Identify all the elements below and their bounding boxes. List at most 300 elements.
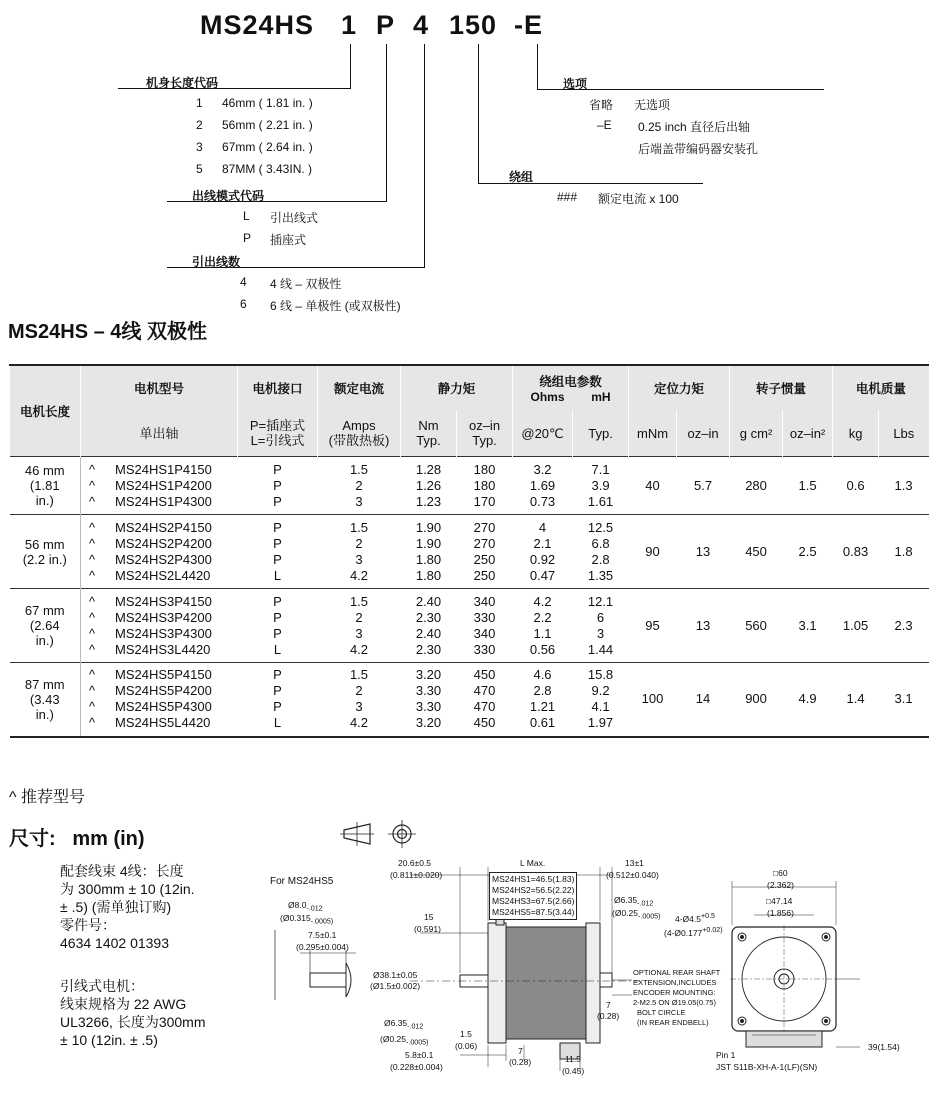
value-amps: 1.5 bbox=[349, 461, 369, 477]
value-ozin: 340 bbox=[473, 625, 496, 641]
value-ozin: 470 bbox=[473, 683, 496, 699]
dim-7b: 7 bbox=[518, 1046, 523, 1056]
col-mass: 电机质量 bbox=[833, 365, 929, 410]
legend-desc: 56mm ( 2.21 in. ) bbox=[222, 118, 313, 132]
note-line: ± .5) (需单独订购) bbox=[60, 899, 172, 915]
model-line bbox=[89, 610, 238, 626]
opt-line: 2-M2.5 ON Ø19.05(0.75) bbox=[633, 998, 716, 1007]
value-amps: 1.5 bbox=[349, 593, 369, 609]
value-mh: 7.1 bbox=[591, 461, 610, 477]
cell-ozin bbox=[457, 515, 513, 589]
legend-desc: 67mm ( 2.64 in. ) bbox=[222, 140, 313, 154]
opt-line: (IN REAR ENDBELL) bbox=[637, 1018, 709, 1027]
dim-sq60: □60 bbox=[773, 868, 788, 878]
dim-value: Ø6.35 bbox=[614, 895, 638, 905]
cell-kg: 0.6 bbox=[846, 477, 865, 493]
lmax-row: MS24HS1=46.5(1.83) bbox=[492, 874, 575, 884]
cell-model bbox=[81, 589, 238, 663]
dim-tol: -.0005) bbox=[638, 912, 661, 921]
sub-current-line: (带散热板) bbox=[328, 433, 390, 448]
cell-ozin bbox=[457, 457, 513, 515]
dim-39: 39(1.54) bbox=[868, 1042, 900, 1052]
dim-11-5: 11.5 bbox=[565, 1054, 581, 1064]
dim-sq60-in: (2.362) bbox=[767, 880, 794, 890]
value-nm: 1.90 bbox=[415, 519, 442, 535]
length-line: (3.43 bbox=[29, 691, 60, 707]
cell-nm bbox=[401, 515, 457, 589]
table-title: MS24HS – 4线 双极性 bbox=[8, 321, 207, 343]
legend-code: L bbox=[243, 209, 250, 223]
sub-current bbox=[318, 410, 401, 457]
dim-5-8-in: (0.228±0.004) bbox=[390, 1062, 443, 1072]
sub-interface-line: L=引线式 bbox=[250, 433, 305, 448]
value-ozin: 450 bbox=[473, 715, 496, 731]
value-mh: 12.1 bbox=[587, 593, 614, 609]
value-amps: 4.2 bbox=[349, 567, 369, 583]
cell-inertia-g: 560 bbox=[745, 617, 767, 633]
cell-amps bbox=[318, 457, 401, 515]
model-number: MS24HS5P4300 bbox=[115, 699, 212, 715]
cell-iface bbox=[238, 589, 318, 663]
value-nm: 2.30 bbox=[415, 641, 442, 657]
col-winding-title: 绕组电参数 bbox=[539, 375, 602, 389]
dim-rear-shaft-in bbox=[612, 908, 660, 921]
table-row bbox=[10, 515, 929, 589]
value-nm: 3.30 bbox=[415, 699, 442, 715]
length-line: 46 mm bbox=[24, 463, 65, 478]
cell-inertia-g: 900 bbox=[745, 691, 767, 707]
cell-ohm bbox=[513, 663, 573, 737]
note-line: 线束规格为 22 AWG bbox=[60, 996, 187, 1012]
value-amps: 3 bbox=[355, 551, 363, 567]
value-ozin: 270 bbox=[473, 535, 496, 551]
sub-mass-lbs: Lbs bbox=[879, 410, 929, 457]
dim-tol: -.0005) bbox=[406, 1038, 429, 1047]
cell-lbs: 1.8 bbox=[894, 543, 913, 559]
value-mh: 1.35 bbox=[587, 567, 614, 583]
length-line: (2.64 bbox=[29, 618, 60, 633]
value-ohm: 0.73 bbox=[529, 493, 556, 509]
dim-sq47: □47.14 bbox=[766, 896, 793, 906]
note-line: 配套线束 4线：长度 bbox=[60, 863, 184, 879]
legend-code: –E bbox=[597, 118, 612, 132]
value-iface: L bbox=[273, 641, 282, 657]
value-iface: P bbox=[273, 699, 282, 715]
value-ohm: 2.8 bbox=[533, 683, 552, 699]
dim-value: (Ø0.25 bbox=[380, 1034, 406, 1044]
value-ohm: 1.21 bbox=[529, 699, 556, 715]
model-number: MS24HS5L4420 bbox=[115, 715, 211, 731]
cell-detent-mnm: 40 bbox=[645, 477, 660, 493]
leader-winding-v bbox=[478, 44, 479, 184]
model-line bbox=[89, 520, 238, 536]
lmax-row: MS24HS5=87.5(3.44) bbox=[492, 907, 575, 917]
dim-sq47-in: (1.856) bbox=[767, 908, 794, 918]
cell-length bbox=[10, 663, 81, 737]
value-ozin: 180 bbox=[473, 461, 496, 477]
value-amps: 2 bbox=[355, 609, 363, 625]
value-ohm: 2.2 bbox=[533, 609, 552, 625]
value-iface: P bbox=[273, 683, 282, 699]
cell-length bbox=[10, 515, 81, 589]
recommended-mark: ^ bbox=[89, 593, 96, 609]
opt-line: EXTENSION,INCLUDES bbox=[633, 978, 717, 987]
sub-detent-mnm: mNm bbox=[629, 410, 677, 457]
legend-code: 4 bbox=[240, 275, 247, 289]
dim-1-5-in: (0.06) bbox=[455, 1041, 478, 1051]
sub-mh: Typ. bbox=[573, 410, 629, 457]
sub-inertia-oz: oz–in² bbox=[783, 410, 833, 457]
dim-7a: 7 bbox=[606, 1000, 611, 1010]
dim-pilot: Ø38.1±0.05 bbox=[373, 970, 418, 980]
sub-interface-line: P=插座式 bbox=[249, 418, 306, 433]
cell-model bbox=[81, 515, 238, 589]
value-ohm: 4.2 bbox=[533, 593, 552, 609]
length-line: in.) bbox=[35, 706, 54, 722]
value-mh: 1.44 bbox=[587, 641, 614, 657]
cell-amps bbox=[318, 663, 401, 737]
dim-tol: -.012 bbox=[407, 1022, 424, 1031]
value-mh: 12.5 bbox=[587, 519, 614, 535]
model-line bbox=[89, 667, 238, 683]
table-row bbox=[10, 457, 929, 515]
dim-value: (Ø0.25 bbox=[612, 908, 638, 918]
model-line bbox=[89, 536, 238, 552]
value-ozin: 330 bbox=[473, 609, 496, 625]
value-ohm: 4.6 bbox=[533, 667, 552, 683]
note-line: 零件号： bbox=[60, 917, 116, 933]
value-amps: 3 bbox=[355, 699, 363, 715]
length-line: 87 mm bbox=[24, 676, 65, 692]
cell-amps bbox=[318, 515, 401, 589]
value-ozin: 170 bbox=[473, 493, 496, 509]
cell-inertia-oz: 3.1 bbox=[798, 617, 817, 633]
recommended-mark: ^ bbox=[89, 683, 96, 699]
cell-model bbox=[81, 457, 238, 515]
cell-inertia-oz: 4.9 bbox=[798, 691, 817, 707]
cell-length bbox=[10, 457, 81, 515]
legend-leads-title: 引出线数 bbox=[192, 255, 241, 269]
lead-motor-note bbox=[60, 977, 206, 1049]
value-amps: 2 bbox=[355, 535, 363, 551]
cell-mh bbox=[573, 589, 629, 663]
cell-detent-ozin: 14 bbox=[695, 691, 711, 707]
length-line: in.) bbox=[35, 633, 54, 648]
value-amps: 4.2 bbox=[349, 641, 369, 657]
model-number: MS24HS2P4300 bbox=[115, 551, 212, 567]
model-line bbox=[89, 462, 238, 478]
value-amps: 3 bbox=[355, 625, 363, 641]
dim-20-6-in: (0.811±0.020) bbox=[390, 870, 443, 880]
col-inertia: 转子惯量 bbox=[730, 365, 833, 410]
col-winding-units: Ohms mH bbox=[530, 390, 611, 404]
lmax-row: MS24HS2=56.5(2.22) bbox=[492, 885, 575, 895]
cell-kg: 1.4 bbox=[846, 691, 865, 707]
lmax-box bbox=[489, 872, 577, 920]
cell-detent-ozin: 13 bbox=[695, 617, 711, 633]
value-mh: 3.9 bbox=[591, 477, 610, 493]
dim-pin1: Pin 1 bbox=[716, 1050, 736, 1060]
recommended-mark: ^ bbox=[89, 535, 96, 551]
value-amps: 3 bbox=[355, 493, 363, 509]
dim-tol: -.012 bbox=[306, 904, 323, 913]
value-mh: 6 bbox=[596, 609, 605, 625]
cell-ozin bbox=[457, 663, 513, 737]
value-amps: 2 bbox=[355, 683, 363, 699]
model-line bbox=[89, 494, 238, 510]
dim-tol: -.0005) bbox=[310, 917, 334, 926]
dim-5-8: 5.8±0.1 bbox=[405, 1050, 434, 1060]
sub-line: Typ. bbox=[472, 433, 497, 448]
model-number: MS24HS3P4150 bbox=[115, 593, 212, 609]
sub-line: Typ. bbox=[416, 433, 441, 448]
dim-13: 13±1 bbox=[625, 858, 644, 868]
col-interface: 电机接口 bbox=[238, 365, 318, 410]
col-current: 额定电流 bbox=[318, 365, 401, 410]
table-row bbox=[10, 663, 929, 737]
col-detent: 定位力矩 bbox=[629, 365, 730, 410]
cell-detent-ozin: 13 bbox=[695, 543, 711, 559]
legend-desc: 后端盖带编码器安装孔 bbox=[638, 142, 759, 156]
model-number: MS24HS3L4420 bbox=[115, 641, 211, 657]
code-connection: P bbox=[376, 10, 396, 40]
legend-option-title: 选项 bbox=[563, 77, 588, 91]
value-nm: 1.28 bbox=[415, 461, 442, 477]
length-line: (2.2 in.) bbox=[22, 551, 67, 567]
dim-1-5: 1.5 bbox=[460, 1029, 472, 1039]
value-ohm: 0.56 bbox=[529, 641, 556, 657]
value-iface: L bbox=[273, 715, 282, 731]
value-ozin: 470 bbox=[473, 699, 496, 715]
value-ozin: 450 bbox=[473, 667, 496, 683]
model-number: MS24HS3P4200 bbox=[115, 609, 212, 625]
legend-length-title: 机身长度代码 bbox=[146, 76, 219, 90]
dim-rear-shaft bbox=[614, 895, 653, 908]
recommended-mark: ^ bbox=[89, 477, 96, 493]
dim-15: 15 bbox=[424, 912, 434, 922]
cell-iface bbox=[238, 663, 318, 737]
cell-nm bbox=[401, 663, 457, 737]
value-mh: 4.1 bbox=[591, 699, 610, 715]
model-line bbox=[89, 568, 238, 584]
dim-15-in: (0.591) bbox=[414, 924, 441, 934]
value-iface: P bbox=[273, 593, 282, 609]
dimension-drawing bbox=[260, 855, 936, 1080]
value-nm: 3.20 bbox=[415, 667, 442, 683]
lmax-row: MS24HS3=67.5(2.66) bbox=[492, 896, 575, 906]
value-nm: 1.23 bbox=[415, 493, 442, 509]
value-amps: 2 bbox=[355, 477, 363, 493]
cell-ohm bbox=[513, 589, 573, 663]
value-mh: 15.8 bbox=[587, 667, 614, 683]
dim-11-5-in: (0.45) bbox=[562, 1066, 585, 1076]
value-nm: 1.90 bbox=[415, 535, 442, 551]
dim-jst: JST S11B-XH-A-1(LF)(SN) bbox=[716, 1062, 818, 1072]
cell-kg: 1.05 bbox=[842, 617, 869, 633]
recommended-mark: ^ bbox=[89, 461, 96, 477]
dim-13-in: (0.512±0.040) bbox=[606, 870, 659, 880]
value-ozin: 250 bbox=[473, 567, 496, 583]
length-line: (1.81 bbox=[29, 478, 60, 493]
model-number: MS24HS5P4150 bbox=[115, 667, 212, 683]
value-iface: P bbox=[273, 519, 282, 535]
recommended-mark: ^ bbox=[89, 609, 96, 625]
recommended-mark: ^ bbox=[89, 567, 96, 583]
model-number: MS24HS1P4200 bbox=[115, 477, 212, 493]
dim-lmax: L Max. bbox=[520, 858, 546, 868]
value-nm: 2.40 bbox=[415, 593, 442, 609]
recommended-mark: ^ bbox=[89, 667, 96, 683]
sub-torque-nm bbox=[401, 410, 457, 457]
projection-symbol-icon bbox=[340, 820, 420, 848]
dim-holes bbox=[675, 912, 715, 924]
dim-tol: -.012 bbox=[637, 899, 654, 908]
value-ohm: 0.92 bbox=[529, 551, 556, 567]
legend-code: 3 bbox=[196, 140, 203, 154]
cell-inertia-g: 450 bbox=[745, 543, 767, 559]
cell-iface bbox=[238, 515, 318, 589]
code-series: MS24HS bbox=[200, 10, 315, 40]
dim-shaft-small-in bbox=[280, 913, 333, 926]
recommended-note: ^ 推荐型号 bbox=[9, 789, 85, 806]
code-option: -E bbox=[514, 10, 543, 40]
model-line bbox=[89, 699, 238, 715]
sub-mass-kg: kg bbox=[833, 410, 879, 457]
model-line bbox=[89, 715, 238, 731]
dim-front-shaft bbox=[384, 1018, 423, 1031]
value-nm: 2.30 bbox=[415, 609, 442, 625]
cell-inertia-oz: 2.5 bbox=[798, 543, 817, 559]
cell-lbs: 2.3 bbox=[894, 617, 913, 633]
length-line: 56 mm bbox=[24, 536, 65, 552]
legend-code: 省略 bbox=[589, 98, 614, 112]
model-number: MS24HS2P4150 bbox=[115, 519, 212, 535]
dim-7-5: 7.5±0.1 bbox=[308, 930, 337, 940]
sub-line: oz–in bbox=[468, 418, 501, 433]
value-amps: 1.5 bbox=[349, 667, 369, 683]
value-ozin: 330 bbox=[473, 641, 496, 657]
value-iface: L bbox=[273, 567, 282, 583]
cell-nm bbox=[401, 589, 457, 663]
cell-mh bbox=[573, 663, 629, 737]
cell-inertia-g: 280 bbox=[745, 477, 767, 493]
dimensions-title: 尺寸: mm (in) bbox=[9, 828, 145, 850]
dim-pilot-in: (Ø1.5±0.002) bbox=[370, 981, 421, 991]
spec-table bbox=[9, 364, 929, 738]
legend-code: 5 bbox=[196, 162, 203, 176]
dim-value: Ø6.35 bbox=[384, 1018, 408, 1028]
legend-desc: 87MM ( 3.43IN. ) bbox=[222, 162, 313, 176]
dim-value: (Ø0.315 bbox=[280, 913, 311, 923]
legend-desc: 无选项 bbox=[634, 98, 671, 112]
value-iface: P bbox=[273, 535, 282, 551]
leader-connection-v bbox=[386, 44, 387, 202]
sub-current-line: Amps bbox=[342, 418, 376, 433]
model-number: MS24HS2L4420 bbox=[115, 567, 211, 583]
value-ohm: 4 bbox=[538, 519, 547, 535]
value-ohm: 2.1 bbox=[533, 535, 552, 551]
recommended-mark: ^ bbox=[89, 699, 96, 715]
col-torque: 静力矩 bbox=[401, 365, 513, 410]
sub-torque-ozin bbox=[457, 410, 513, 457]
value-nm: 1.80 bbox=[415, 551, 442, 567]
col-model: 电机型号 bbox=[81, 365, 238, 410]
code-winding: 150 bbox=[449, 10, 498, 40]
model-number: MS24HS1P4300 bbox=[115, 493, 212, 509]
dim-value: 4-Ø4.5 bbox=[675, 913, 701, 924]
note-line: ± 10 (12in. ± .5) bbox=[60, 1032, 158, 1048]
legend-desc: 46mm ( 1.81 in. ) bbox=[222, 96, 313, 110]
cell-detent-ozin: 5.7 bbox=[694, 477, 713, 493]
cell-lbs: 3.1 bbox=[894, 691, 913, 707]
value-mh: 6.8 bbox=[591, 535, 610, 551]
value-iface: P bbox=[273, 477, 282, 493]
dim-20-6: 20.6±0.5 bbox=[398, 858, 432, 868]
value-amps: 1.5 bbox=[349, 519, 369, 535]
cell-iface bbox=[238, 457, 318, 515]
model-line bbox=[89, 552, 238, 568]
model-line bbox=[89, 683, 238, 699]
value-ohm: 0.61 bbox=[529, 715, 556, 731]
model-number: MS24HS5P4200 bbox=[115, 683, 212, 699]
dim-value: Ø8.0 bbox=[288, 900, 307, 910]
note-line: 为 300mm ± 10 (12in. bbox=[60, 881, 195, 897]
note-line: UL3266, 长度为300mm bbox=[60, 1014, 206, 1030]
cell-model bbox=[81, 663, 238, 737]
model-number: MS24HS3P4300 bbox=[115, 625, 212, 641]
recommended-mark: ^ bbox=[89, 519, 96, 535]
model-line bbox=[89, 626, 238, 642]
leader-leads-v bbox=[424, 44, 425, 268]
opt-line: OPTIONAL REAR SHAFT bbox=[633, 968, 721, 977]
legend-code: ### bbox=[557, 190, 578, 204]
value-nm: 1.26 bbox=[415, 477, 442, 493]
harness-note bbox=[60, 862, 195, 952]
note-line: 4634 1402 01393 bbox=[60, 935, 169, 951]
sub-interface bbox=[238, 410, 318, 457]
value-nm: 2.40 bbox=[415, 625, 442, 641]
sub-inertia-g: g cm² bbox=[730, 410, 783, 457]
cell-nm bbox=[401, 457, 457, 515]
recommended-mark: ^ bbox=[89, 551, 96, 567]
dim-tol: +0.5 bbox=[701, 912, 715, 920]
value-nm: 3.20 bbox=[415, 715, 442, 731]
col-length: 电机长度 bbox=[10, 365, 81, 457]
legend-code: 1 bbox=[196, 96, 203, 110]
value-mh: 1.97 bbox=[587, 715, 614, 731]
code-length: 1 bbox=[341, 10, 358, 40]
table-row bbox=[10, 589, 929, 663]
value-ozin: 270 bbox=[473, 519, 496, 535]
value-ohm: 1.1 bbox=[533, 625, 552, 641]
dim-7-5-in: (0.295±0.004) bbox=[296, 942, 349, 952]
model-line bbox=[89, 642, 238, 658]
code-leads: 4 bbox=[413, 10, 430, 40]
for-label: For MS24HS5 bbox=[270, 876, 334, 887]
dim-value: (4-Ø0.177 bbox=[664, 927, 703, 938]
model-number: MS24HS2P4200 bbox=[115, 535, 212, 551]
legend-code: 2 bbox=[196, 118, 203, 132]
optional-rear-note bbox=[633, 968, 720, 1028]
value-amps: 4.2 bbox=[349, 715, 369, 731]
dim-7b-in: (0.28) bbox=[509, 1057, 532, 1067]
value-mh: 2.8 bbox=[591, 551, 610, 567]
recommended-mark: ^ bbox=[89, 641, 96, 657]
cell-amps bbox=[318, 589, 401, 663]
model-number: MS24HS1P4150 bbox=[115, 461, 212, 477]
value-iface: P bbox=[273, 667, 282, 683]
cell-kg: 0.83 bbox=[842, 543, 869, 559]
